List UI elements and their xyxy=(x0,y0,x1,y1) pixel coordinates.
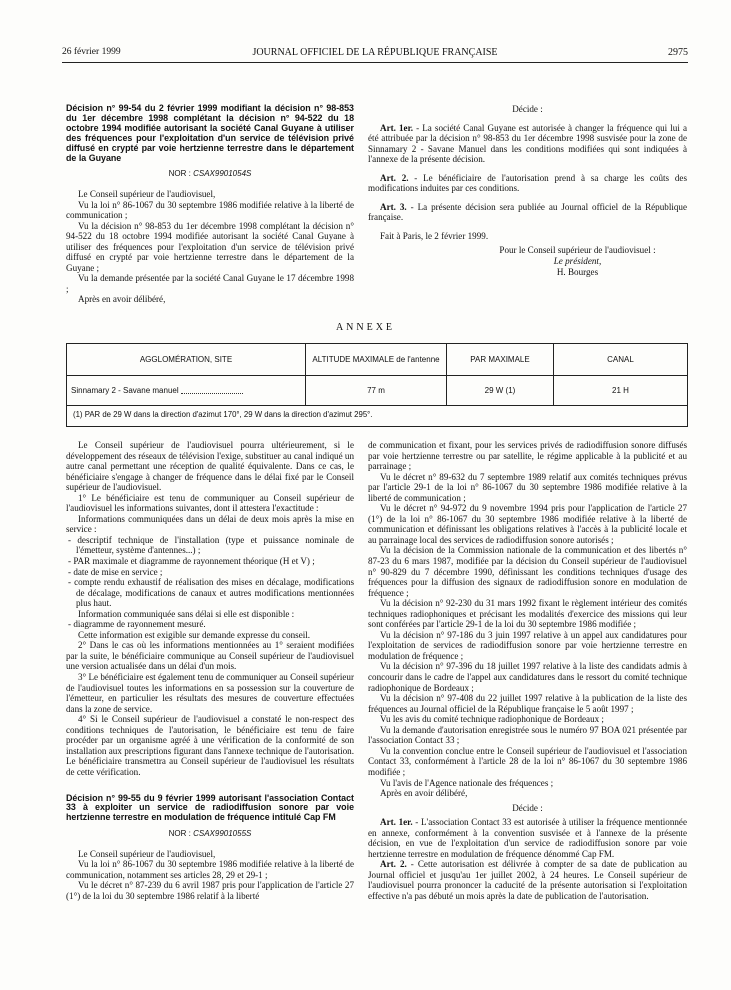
paragraph: Vu la décision n° 97-396 du 18 juillet 1997 relative à la liste des candidats admis à concourir dans le cadre de l'appel aux candidatures dans le ressort du comité technique radiophonique de Bordeaux ; xyxy=(368,661,687,693)
article-1 xyxy=(368,123,687,165)
decision-1-left xyxy=(66,104,354,305)
list-item: - diagramme de rayonnement mesuré. xyxy=(76,619,354,630)
article-label: Art. 2. xyxy=(380,859,407,870)
nor-label: NOR : xyxy=(168,169,191,179)
info-list xyxy=(66,535,354,609)
page-number: 2975 xyxy=(668,47,688,58)
header-rule xyxy=(62,62,688,63)
paragraph: Vu la décision n° 92-230 du 31 mars 1992 fixant le règlement intérieur des comités techniques radiophoniques et précisant les modalités d'exercice des missions qui leur sont conférées par l'article 29-1 de la loi du 30 septembre 1986 modifiée ; xyxy=(368,598,687,630)
table-footnote: (1) PAR de 29 W dans la direction d'azimut 170°, 29 W dans la direction d'azimut 295°. xyxy=(73,410,373,419)
signature-name: H. Bourges xyxy=(556,266,599,277)
paragraph: Vu la convention conclue entre le Conseil supérieur de l'audiovisuel et l'association Contact 33, conformément à l'article 28 de la loi n° 86-1067 du 30 septembre 1986 modifiée ; xyxy=(368,745,687,777)
paragraph: Vu la loi n° 86-1067 du 30 septembre 1986 modifiée relative à la liberté de communication ; xyxy=(66,199,354,221)
paragraph: Vu l'avis de l'Agence nationale des fréquences ; xyxy=(380,777,554,788)
paragraph: Information communiquée sans délai si elle est disponible : xyxy=(78,608,295,619)
header-cell: ALTITUDE MAXIMALE de l'antenne xyxy=(305,344,446,375)
decision-1-title: Décision n° 99-54 du 2 février 1999 modifiant la décision n° 98-853 du 1er décembre 1998 complétant la décision n° 94-522 du 18 octobre 1994 modifiée autorisant la société Canal Guyane à utiliser des fréquences pour l'exploitation d'un service de télévision privé diffusé en crypté par voie hertzienne terrestre dans le département de la Guyane xyxy=(66,103,354,163)
paragraph: 4° Si le Conseil supérieur de l'audiovisuel a constaté le non-respect des conditions techniques de l'autorisation, le bénéficiaire est tenu de faire procéder par un organisme agréé à une vérification de la conformité de son installation aux prescriptions figurant dans l'annexe technique de l'autorisation. Le bénéficiaire transmettra au Conseil supérieur de l'audiovisuel les résultats de cette vérification. xyxy=(66,714,354,777)
table-cell xyxy=(67,375,305,405)
article-text: - L'association Contact 33 est autorisée à utiliser la fréquence mentionnée en annexe, conformément à la convention susvisée et à l'annexe de la présente décision, en vue de l'exploitation d'un service de radiodiffusion sonore par voie hertzienne terrestre en modulation de fréquence dénommé Cap FM. xyxy=(368,817,687,859)
article-2 xyxy=(368,859,687,901)
paragraph: 3° Le bénéficiaire est également tenu de communiquer au Conseil supérieur de l'audiovisuel toutes les informations en sa possession sur la couverture de l'émetteur, en particulier les résultats des mesures de couverture effectuées dans la zone de service. xyxy=(66,672,354,714)
page-header xyxy=(62,47,688,61)
article-text: - Cette autorisation est délivrée à compter de sa date de publication au Journal officiel et jusqu'au 1er juillet 2002, à 24 heures. Le Conseil supérieur de l'audiovisuel pourra prononcer la caducité de la présente autorisation si l'exploitation effective n'a pas débuté un mois après la date de publication de l'autorisation. xyxy=(368,859,687,901)
header-cell: AGGLOMÉRATION, SITE xyxy=(139,355,233,364)
dot-leader xyxy=(181,387,243,394)
signature-intro: Pour le Conseil supérieur de l'audiovisuel : xyxy=(499,245,656,256)
article-label: Art. 3. xyxy=(380,201,407,212)
info-nodelay-list xyxy=(66,619,354,630)
nor-label: NOR : xyxy=(168,829,191,839)
paragraph: Après en avoir délibéré, xyxy=(380,788,468,799)
decision-2-title: Décision n° 99-55 du 9 février 1999 autorisant l'association Contact 33 à exploiter un service de radiodiffusion sonore par voie hertzienne terrestre en modulation de fréquence intitulé Cap FM xyxy=(66,792,354,823)
table-row xyxy=(67,375,687,406)
paragraph: Vu la décision n° 97-408 du 22 juillet 1997 relative à la publication de la liste des fréquences au Journal officiel de la République française le 5 août 1997 ; xyxy=(368,693,687,714)
paragraph: Le Conseil supérieur de l'audiovisuel pourra ultérieurement, si le développement des réseaux de télévision l'exige, substituer au canal indiqué un autre canal permettant une réception de qualité équivalente. Dans ce cas, le bénéficiaire s'engage à changer de fréquence dans le délai fixé par le Conseil supérieur de l'audiovisuel. xyxy=(66,440,354,493)
paragraph: Vu les avis du comité technique radiophonique de Bordeaux ; xyxy=(380,714,604,725)
article-text: - Le bénéficiaire de l'autorisation prend à sa charge les coûts des modifications induites par ces conditions. xyxy=(368,172,687,194)
decide-label: Décide : xyxy=(512,104,543,114)
paragraph: Après en avoir délibéré, xyxy=(78,294,166,305)
paragraph: Le Conseil supérieur de l'audiovisuel, xyxy=(78,848,216,859)
decision-1-nor xyxy=(66,169,354,180)
conditions-column xyxy=(66,440,354,902)
list-item: - descriptif technique de l'installation (type et puissance nominale de l'émetteur, système d'antennes...) ; xyxy=(76,535,354,556)
paragraph: Vu la décision n° 98-853 du 1er décembre 1998 complétant la décision n° 94-522 du 18 octobre 1994 modifiée autorisant la société Canal Guyane à utiliser des fréquences pour l'exploitation d'un service de télévision privé diffusé en crypté par voie hertzienne terrestre dans le département de la Guyane ; xyxy=(66,220,354,273)
paragraph: Vu la loi n° 86-1067 du 30 septembre 1986 modifiée relative à la liberté de communication, notamment ses articles 28, 29 et 29-1 ; xyxy=(66,859,354,880)
paragraph: de communication et fixant, pour les services privés de radiodiffusion sonore diffusés par voie hertzienne terrestre ou par satellite, le régime applicable à la publicité et au parrainage ; xyxy=(368,440,687,472)
header-cell: PAR MAXIMALE xyxy=(446,344,553,375)
site-name: Sinnamary 2 - Savane manuel xyxy=(71,385,179,395)
paragraph: 1° Le bénéficiaire est tenu de communiquer au Conseil supérieur de l'audiovisuel les informations suivantes, dont il attestera l'exactitude : xyxy=(66,492,354,514)
article-2 xyxy=(368,173,687,194)
table-cell: 21 H xyxy=(553,375,687,405)
list-item: - compte rendu exhaustif de réalisation des mises en décalage, modifications de décalage, modifications de canaux et autres modifications mentionnées plus haut. xyxy=(76,577,354,609)
nor-code: CSAX9901054S xyxy=(193,169,252,179)
table-cell: 77 m xyxy=(305,375,446,405)
header-cell: CANAL xyxy=(553,344,687,375)
list-item: - date de mise en service ; xyxy=(76,567,354,578)
paragraph: Cette information est exigible sur demande expresse du conseil. xyxy=(78,629,311,640)
decide-label: Décide : xyxy=(512,802,543,813)
article-label: Art. 1er. xyxy=(380,122,414,133)
article-3 xyxy=(368,202,687,223)
signature-role: Le président, xyxy=(553,256,602,267)
article-label: Art. 2. xyxy=(380,172,409,183)
table-cell: 29 W (1) xyxy=(446,375,553,405)
issue-date: 26 février 1999 xyxy=(62,47,121,57)
paragraph: Vu le décret n° 89-632 du 7 septembre 1989 relatif aux comités techniques prévus par l'article 29-1 de la loi n° 86-1067 du 30 septembre 1986 modifiée relative à la liberté de communication ; xyxy=(368,471,687,503)
journal-title: JOURNAL OFFICIEL DE LA RÉPUBLIQUE FRANÇAISE xyxy=(252,47,498,58)
paragraph: Vu la demande d'autorisation enregistrée sous le numéro 97 BOA 021 présentée par l'association Contact 33 ; xyxy=(368,724,687,746)
annexe-title: ANNEXE xyxy=(335,322,396,333)
decision-1-right xyxy=(368,104,687,277)
annexe-table xyxy=(66,343,688,427)
article-label: Art. 1er. xyxy=(380,817,413,828)
decision-2-right xyxy=(368,440,687,902)
paragraph: Le Conseil supérieur de l'audiovisuel, xyxy=(78,188,216,199)
done-at: Fait à Paris, le 2 février 1999. xyxy=(380,230,489,241)
paragraph: Vu la décision de la Commission nationale de la communication et des libertés n° 87-23 du 6 mars 1987, modifiée par la décision du Conseil supérieur de l'audiovisuel n° 90-829 du 7 décembre 1990, définissant les conditions techniques d'usage des fréquences pour la diffusion des signaux de radiodiffusion sonore en modulation de fréquence ; xyxy=(368,545,687,598)
article-text: - La société Canal Guyane est autorisée à changer la fréquence qui lui a été attribuée par la décision n° 98-853 du 1er décembre 1998 susvisée pour la zone de Sinnamary 2 - Savane Manuel dans les conditions modifiées qui sont indiquées à l'annexe de la présente décision. xyxy=(368,122,687,165)
paragraph: 2° Dans le cas où les informations mentionnées au 1° seraient modifiées par la suite, le bénéficiaire communique au Conseil supérieur de l'audiovisuel une version actualisée dans un délai d'un mois. xyxy=(66,640,354,672)
table-header-row xyxy=(67,344,687,376)
paragraph: Vu le décret n° 87-239 du 6 avril 1987 pris pour l'application de l'article 27 (1°) de la loi du 30 septembre 1986 relatif à la liberté xyxy=(66,880,354,901)
article-1 xyxy=(368,817,687,859)
nor-code: CSAX9901055S xyxy=(193,829,252,839)
decision-2-nor xyxy=(66,829,354,840)
paragraph: Vu le décret n° 94-972 du 9 novembre 1994 pris pour l'application de l'article 27 (1°) de la loi n° 86-1067 du 30 septembre 1986 modifiée relative à la liberté de communication et définissant les obligations relatives à l'accès à la publicité locale et au parrainage local des services de radiodiffusion sonore autorisés ; xyxy=(368,503,687,545)
paragraph: Informations communiquées dans un délai de deux mois après la mise en service : xyxy=(66,513,354,535)
paragraph: Vu la demande présentée par la société Canal Guyane le 17 décembre 1998 ; xyxy=(66,273,354,294)
list-item: - PAR maximale et diagramme de rayonnement théorique (H et V) ; xyxy=(76,556,354,567)
article-text: - La présente décision sera publiée au Journal officiel de la République française. xyxy=(368,201,687,223)
paragraph: Vu la décision n° 97-186 du 3 juin 1997 relative à un appel aux candidatures pour l'exploitation de services de radiodiffusion sonore par voie hertzienne terrestre en modulation de fréquence ; xyxy=(368,629,687,661)
